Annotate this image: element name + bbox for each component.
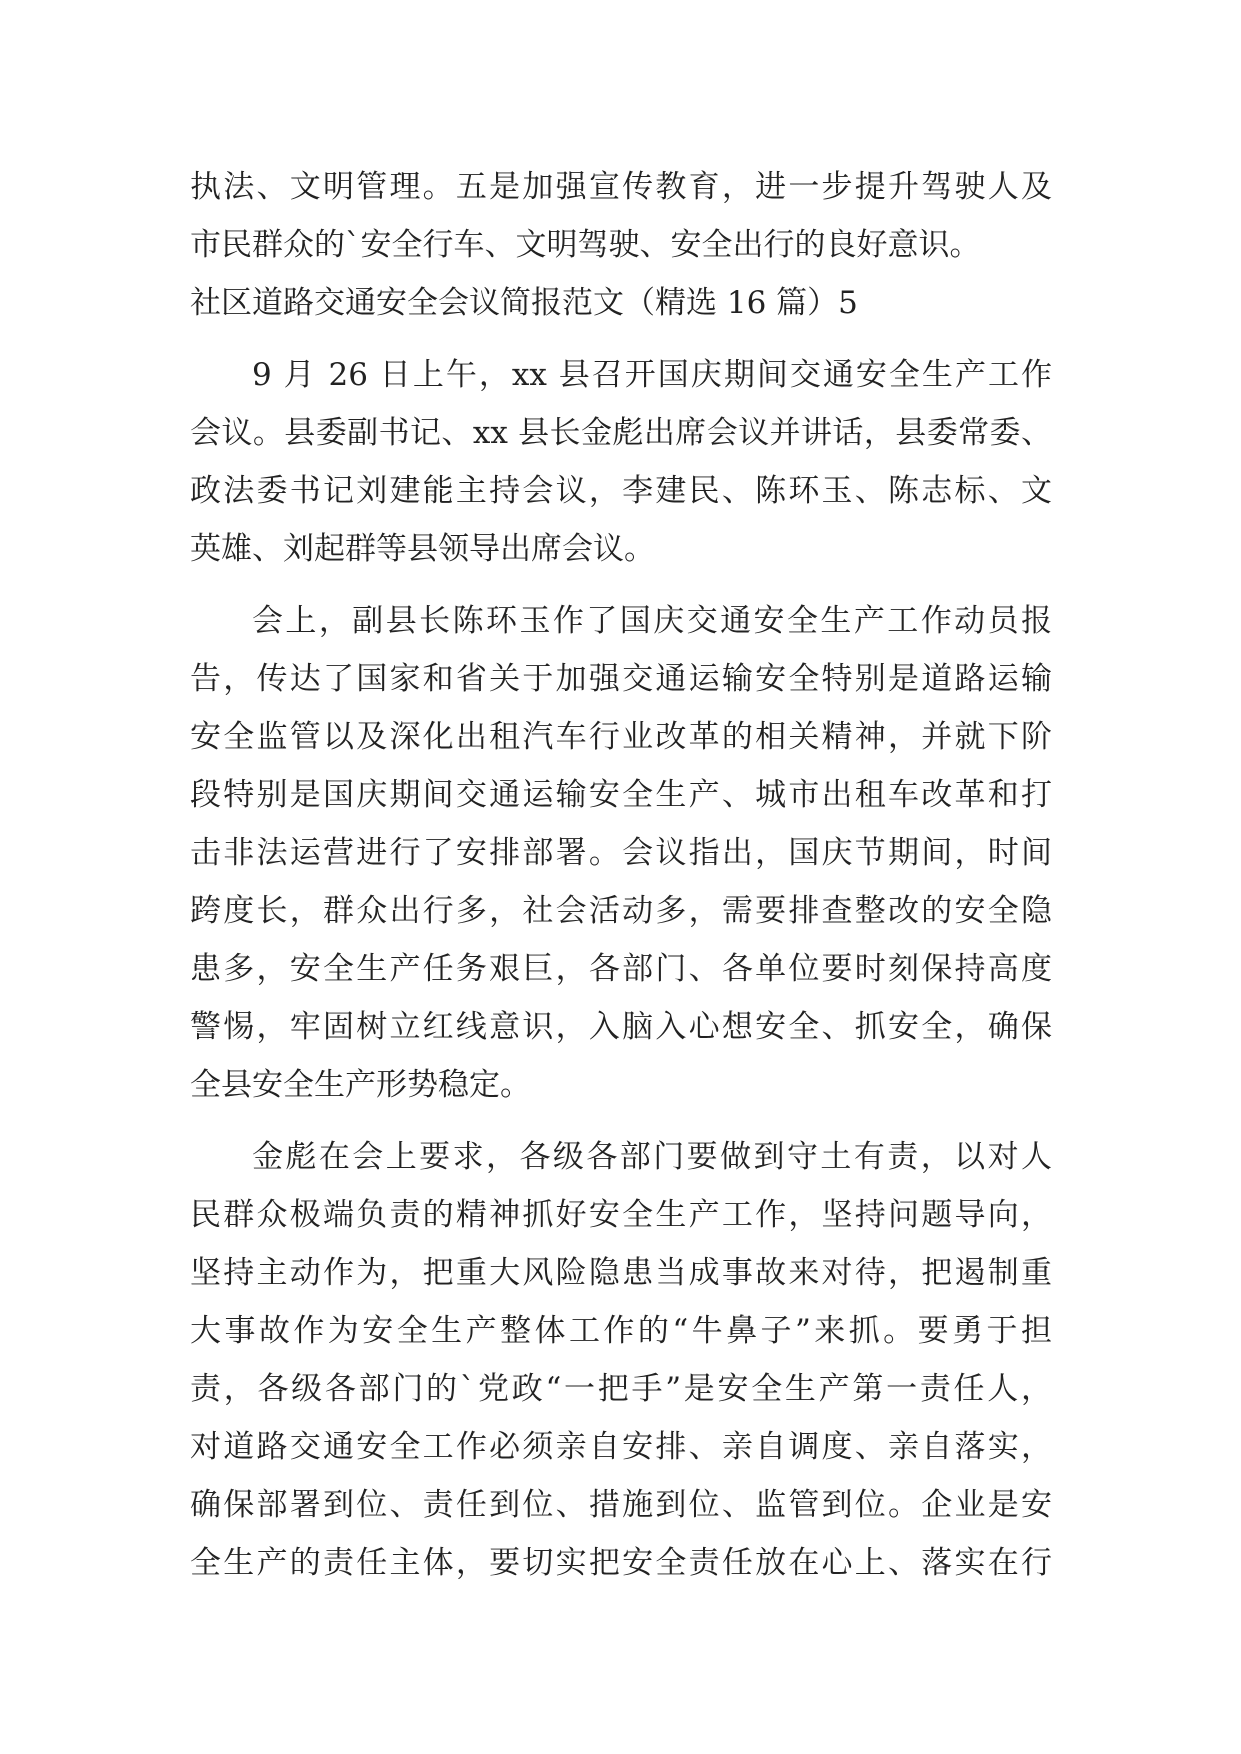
document-body — [190, 158, 1052, 1592]
paragraph-line: 大事故作为安全生产整体工作的“牛鼻子”来抓。要勇于担 — [190, 1313, 1052, 1349]
paragraph-line: 金彪在会上要求，各级各部门要做到守土有责，以对人 — [252, 1139, 1052, 1175]
paragraph-line: 9 月 26 日上午，xx 县召开国庆期间交通安全生产工作 — [252, 357, 1052, 393]
paragraph-line: 对道路交通安全工作必须亲自安排、亲自调度、亲自落实， — [190, 1429, 1052, 1465]
paragraph-line: 民群众极端负责的精神抓好安全生产工作，坚持问题导向， — [190, 1197, 1052, 1233]
paragraph-2 — [190, 592, 1052, 1114]
paragraph-line: 政法委书记刘建能主持会议，李建民、陈环玉、陈志标、文 — [190, 473, 1052, 509]
paragraph-line: 跨度长，群众出行多，社会活动多，需要排查整改的安全隐 — [190, 893, 1052, 929]
section-heading: 社区道路交通安全会议简报范文（精选 16 篇）5 — [190, 285, 858, 321]
paragraph-line: 英雄、刘起群等县领导出席会议。 — [190, 531, 655, 567]
paragraph-line: 段特别是国庆期间交通运输安全生产、城市出租车改革和打 — [190, 777, 1052, 813]
paragraph-line: 患多，安全生产任务艰巨，各部门、各单位要时刻保持高度 — [190, 951, 1052, 987]
paragraph-line: 告，传达了国家和省关于加强交通运输安全特别是道路运输 — [190, 661, 1052, 697]
paragraph-line: 全生产的责任主体，要切实把安全责任放在心上、落实在行 — [190, 1545, 1052, 1581]
paragraph-gap — [190, 578, 1052, 592]
paragraph-line: 全县安全生产形势稳定。 — [190, 1067, 531, 1103]
paragraph-3 — [190, 1128, 1052, 1592]
paragraph-1 — [190, 346, 1052, 578]
paragraph-line: 会上，副县长陈环玉作了国庆交通安全生产工作动员报 — [252, 603, 1052, 639]
paragraph-line: 责，各级各部门的`党政“一把手”是安全生产第一责任人， — [190, 1371, 1052, 1407]
paragraph-gap — [190, 332, 1052, 346]
paragraph-line: 安全监管以及深化出租汽车行业改革的相关精神，并就下阶 — [190, 719, 1052, 755]
paragraph-line: 坚持主动作为，把重大风险隐患当成事故来对待，把遏制重 — [190, 1255, 1052, 1291]
paragraph-line: 确保部署到位、责任到位、措施到位、监管到位。企业是安 — [190, 1487, 1052, 1523]
intro-line: 市民群众的`安全行车、文明驾驶、安全出行的良好意识。 — [190, 227, 981, 263]
intro-line: 执法、文明管理。五是加强宣传教育，进一步提升驾驶人及 — [190, 169, 1052, 205]
paragraph-gap — [190, 1114, 1052, 1128]
paragraph-line: 会议。县委副书记、xx 县长金彪出席会议并讲话，县委常委、 — [190, 415, 1052, 451]
paragraph-line: 警惕，牢固树立红线意识，入脑入心想安全、抓安全，确保 — [190, 1009, 1052, 1045]
paragraph-line: 击非法运营进行了安排部署。会议指出，国庆节期间，时间 — [190, 835, 1052, 871]
